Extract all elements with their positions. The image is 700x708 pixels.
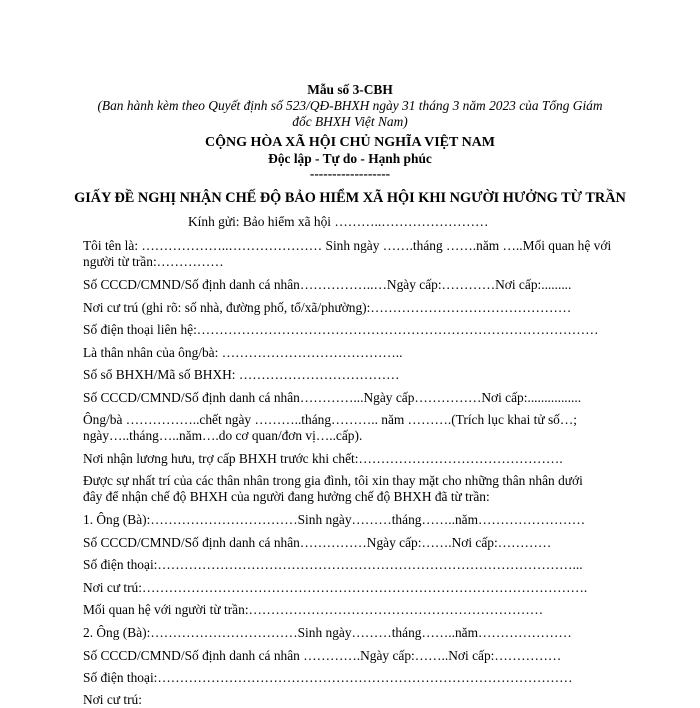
nation-heading: CỘNG HÒA XÃ HỘI CHỦ NGHĨA VIỆT NAM	[204, 135, 495, 150]
form-line: Nơi cư trú:	[83, 692, 142, 707]
form-number: Mẫu số 3-CBH	[307, 82, 393, 97]
form-line: 1. Ông (Bà):……………………………Sinh ngày………tháng……..năm……………………	[83, 512, 586, 527]
form-line: Số điện thoại liên hệ:………………………………………………………………………………	[83, 322, 599, 337]
form-line: Là thân nhân của ông/bà: …………………………………..	[83, 345, 403, 360]
form-line: Mối quan hệ với người từ trần:…………………………………………………………	[83, 602, 544, 617]
national-motto: Độc lập - Tự do - Hạnh phúc	[268, 151, 432, 166]
form-line: Số CCCD/CMND/Số định danh cá nhân…………...Ngày cấp……………Nơi cấp:................	[83, 390, 582, 405]
form-line: Số điện thoại:…………………………………………………………………………………	[83, 670, 573, 685]
form-line: Nơi nhận lương hưu, trợ cấp BHXH trước khi chết:……………………………………….	[83, 451, 563, 466]
form-line: Được sự nhất trí của các thân nhân trong gia đình, tôi xin thay mặt cho những thân nhân dưới	[83, 473, 583, 488]
form-line: Nơi cư trú:……………………………………………………………………………………….	[83, 580, 588, 595]
form-line: 2. Ông (Bà):……………………………Sinh ngày………tháng……..năm…………………	[83, 625, 572, 640]
form-line: Số CCCD/CMND/Số định danh cá nhân……………Ngày cấp:…….Nơi cấp:…………	[83, 535, 552, 550]
form-line: Số sổ BHXH/Mã số BHXH: ………………………………	[83, 367, 400, 382]
form-line: ngày…..tháng…..năm….do cơ quan/đơn vị…..cấp).	[83, 428, 363, 443]
form-line: Số điện thoại:…………………………………………………………………………………...	[83, 557, 583, 572]
form-line: Số CCCD/CMND/Số định danh cá nhân……………..…Ngày cấp:…………Nơi cấp:.........	[83, 277, 572, 292]
recipient-line: Kính gửi: Bảo hiểm xã hội ………..……………………	[188, 214, 489, 229]
issuance-note-line-2: đốc BHXH Việt Nam)	[292, 114, 408, 129]
form-line: người từ trần:……………	[83, 254, 224, 269]
form-line: Ông/bà ……………..chết ngày ………..tháng……….. năm ……….(Trích lục khai tử số…;	[83, 412, 577, 427]
form-line: Nơi cư trú (ghi rõ: số nhà, đường phố, tổ/xã/phường):………………………………………	[83, 300, 572, 315]
form-line: đây để nhận chế độ BHXH của người đang hưởng chế độ BHXH đã từ trần:	[83, 489, 490, 504]
form-line: Số CCCD/CMND/Số định danh cá nhân ………….Ngày cấp:……..Nơi cấp:……………	[83, 648, 562, 663]
form-line: Tôi tên là: ………………..………………… Sinh ngày …….tháng …….năm …..Mối quan hệ với	[83, 238, 612, 253]
motto-separator: ------------------	[309, 166, 391, 181]
issuance-note-line-1: (Ban hành kèm theo Quyết định số 523/QĐ-BHXH ngày 31 tháng 3 năm 2023 của Tổng Giám	[97, 98, 603, 113]
document-title: GIẤY ĐỀ NGHỊ NHẬN CHẾ ĐỘ BẢO HIỂM XÃ HỘI KHI NGƯỜI HƯỞNG TỪ TRẦN	[74, 190, 626, 206]
